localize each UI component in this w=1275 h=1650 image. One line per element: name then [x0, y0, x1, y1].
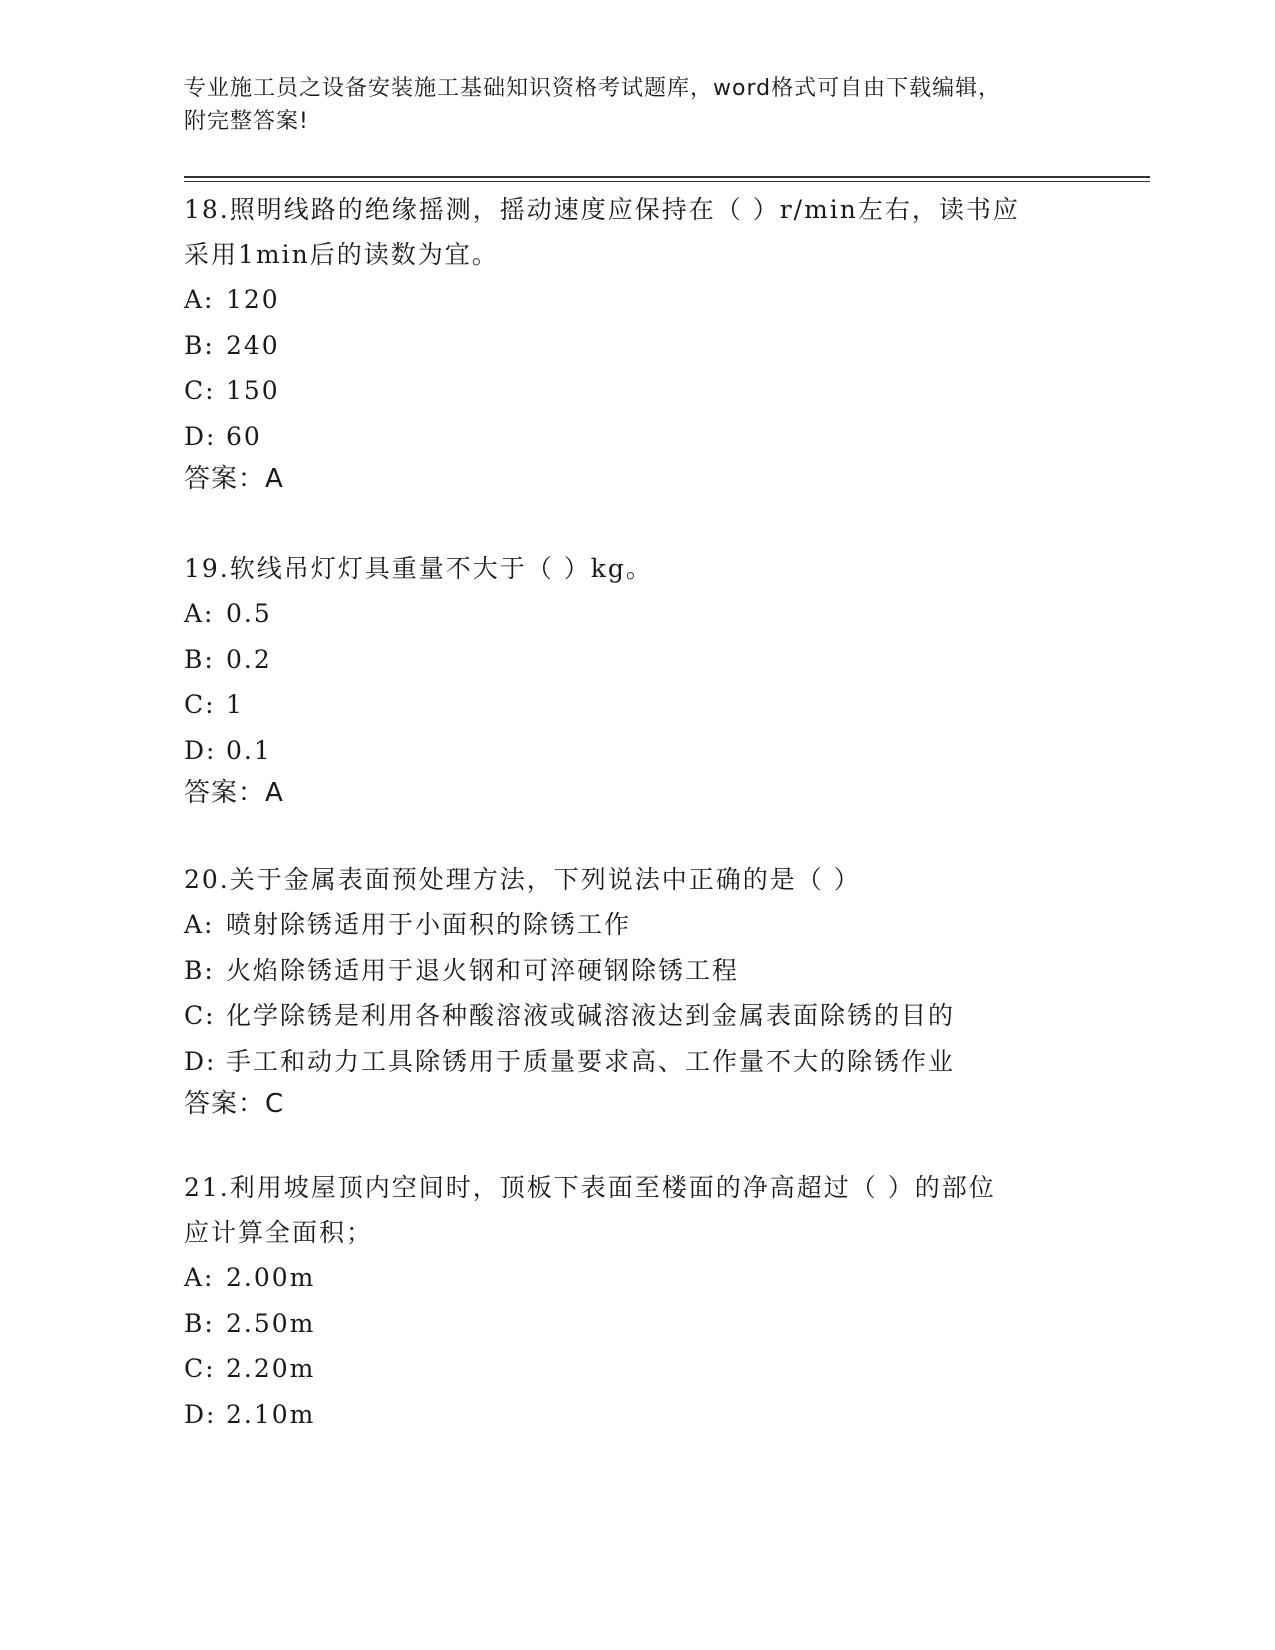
- option-key: B:: [184, 330, 215, 360]
- page-header: [184, 72, 1064, 138]
- option-text: 0.2: [226, 644, 272, 674]
- answer-line: 答案：A: [184, 778, 284, 808]
- option-a: [184, 277, 1084, 323]
- question-stem-line: 21.利用坡屋顶内空间时，顶板下表面至楼面的净高超过（ ）的部位: [184, 1173, 996, 1202]
- option-c: [184, 682, 1084, 728]
- option-c: [184, 1346, 1084, 1392]
- header-line-2: 附完整答案!: [184, 109, 309, 134]
- option-text: 150: [226, 376, 280, 405]
- answer-line: 答案：C: [184, 1089, 285, 1119]
- option-text: 化学除锈是利用各种酸溶液或碱溶液达到金属表面除锈的目的: [226, 1001, 956, 1030]
- option-key: D:: [184, 421, 217, 451]
- option-key: C:: [184, 690, 216, 719]
- option-key: A:: [184, 599, 215, 628]
- option-text: 2.00m: [226, 1263, 316, 1292]
- header-line-1: 专业施工员之设备安装施工基础知识资格考试题库，word格式可自由下载编辑，: [184, 76, 1002, 101]
- option-b: [184, 637, 1084, 683]
- option-a: [184, 902, 1084, 948]
- option-key: C:: [184, 1354, 216, 1383]
- option-a: [184, 1255, 1084, 1301]
- option-key: A:: [184, 1263, 215, 1292]
- question-stem-line: 应计算全面积；: [184, 1218, 374, 1247]
- question-stem-line: 采用1min后的读数为宜。: [184, 240, 499, 269]
- option-b: [184, 323, 1084, 369]
- question-stem-line: 18.照明线路的绝缘摇测，摇动速度应保持在（ ）r/min左右，读书应: [184, 195, 1020, 224]
- option-text: 2.20m: [226, 1354, 316, 1383]
- option-key: B:: [184, 955, 215, 985]
- question-20: [184, 857, 1084, 1124]
- option-d: [184, 728, 1084, 774]
- answer-line: 答案：A: [184, 464, 284, 494]
- option-key: D:: [184, 1399, 217, 1429]
- option-d: [184, 1392, 1084, 1438]
- option-text: 喷射除锈适用于小面积的除锈工作: [226, 910, 632, 939]
- option-text: 60: [226, 421, 262, 451]
- option-text: 2.50m: [226, 1308, 316, 1338]
- option-text: 手工和动力工具除锈用于质量要求高、工作量不大的除锈作业: [226, 1046, 956, 1076]
- option-key: B:: [184, 1308, 215, 1338]
- option-key: D:: [184, 735, 217, 765]
- option-d: [184, 1039, 1084, 1085]
- option-d: [184, 414, 1084, 460]
- option-text: 240: [226, 330, 280, 360]
- option-text: 火焰除锈适用于退火钢和可淬硬钢除锈工程: [226, 955, 740, 985]
- option-key: C:: [184, 1001, 216, 1030]
- option-text: 0.5: [226, 599, 272, 628]
- option-key: B:: [184, 644, 215, 674]
- option-key: C:: [184, 376, 216, 405]
- option-text: 1: [226, 690, 244, 719]
- header-divider: [184, 176, 1150, 182]
- question-21: [184, 1165, 1084, 1437]
- option-text: 120: [226, 285, 280, 314]
- option-key: D:: [184, 1046, 217, 1076]
- option-b: [184, 1301, 1084, 1347]
- option-a: [184, 591, 1084, 637]
- option-key: A:: [184, 910, 215, 939]
- question-stem-line: 20.关于金属表面预处理方法，下列说法中正确的是（ ）: [184, 865, 861, 894]
- option-c: [184, 368, 1084, 414]
- question-stem-line: 19.软线吊灯灯具重量不大于（ ）kg。: [184, 554, 653, 583]
- option-text: 2.10m: [226, 1399, 316, 1429]
- question-19: [184, 546, 1084, 813]
- question-18: [184, 187, 1084, 499]
- option-b: [184, 948, 1084, 994]
- option-text: 0.1: [226, 735, 272, 765]
- option-c: [184, 993, 1084, 1039]
- option-key: A:: [184, 285, 215, 314]
